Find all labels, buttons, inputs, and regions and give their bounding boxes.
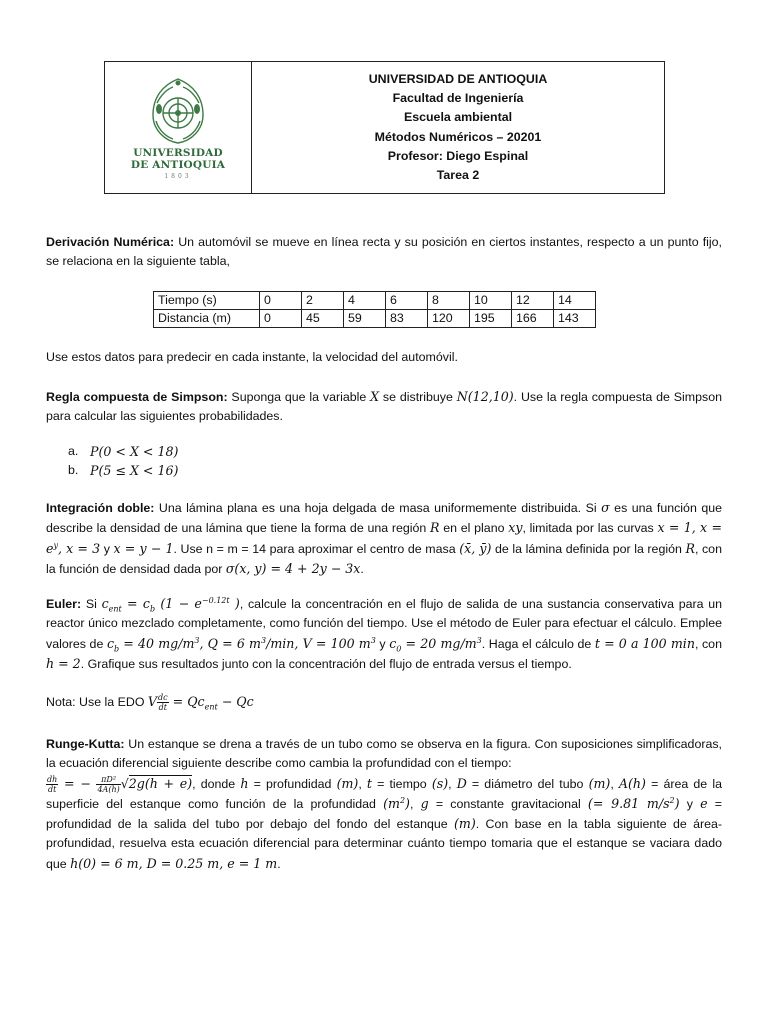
math-expression: t = 0 a 100 min [594, 635, 695, 651]
derivacion-instruction: Use estos datos para predecir en cada instante, la velocidad del automóvil. [46, 350, 458, 364]
logo-text-line1: UNIVERSIDAD [133, 147, 223, 159]
integracion-text: en el plano [439, 521, 509, 536]
math-unit: (m) [336, 775, 359, 791]
course-name: Métodos Numéricos – 20201 [374, 129, 542, 144]
math-part: = 40 mg/m [119, 635, 195, 651]
table-cell: 143 [554, 310, 596, 328]
time-distance-table [153, 291, 596, 328]
euler-paragraph [46, 594, 722, 674]
integracion-text: Una lámina plana es una hoja delgada de masa uniformemente distribuida. Si [154, 501, 602, 515]
math-part: ) [229, 596, 240, 611]
math-expression: σ(x, y) = 4 + 2y − 3x [225, 560, 361, 576]
math-variable: xy [508, 520, 523, 536]
math-exponent: 2 [399, 795, 406, 805]
runge-text: = constante gravitacional [428, 796, 588, 811]
simpson-paragraph [46, 387, 722, 427]
runge-text: , donde [192, 776, 241, 791]
math-subscript: b [114, 644, 120, 654]
runge-text: Un estanque se drena a través de un tubo como se observa en la figura. Con suposiciones simplificadoras, la ecuación diferencial siguiente describe como cambia la profundidad con el tiempo: [46, 737, 722, 771]
integracion-text: . Use n = m = 14 para aproximar el centro de masa [173, 541, 460, 556]
math-exponent: y [53, 540, 58, 550]
assignment-title: Tarea 2 [436, 167, 480, 182]
math-exponent: 3 [261, 635, 267, 645]
table-cell: 59 [344, 310, 386, 328]
fraction-numerator: dc [158, 693, 168, 702]
runge-text: , [448, 776, 457, 791]
math-subscript: ent [204, 702, 218, 712]
math-part: c [106, 635, 114, 651]
math-part: ) [405, 795, 410, 811]
table-row [154, 310, 596, 328]
table-cell: 2 [302, 292, 344, 310]
fraction-numerator: dh [47, 774, 58, 784]
math-unit: (m) [453, 816, 476, 832]
runge-text: = profundidad [248, 776, 337, 791]
math-variable: g [420, 795, 429, 811]
list-item [68, 461, 178, 480]
simpson-text: se distribuye [379, 390, 457, 404]
ode-fraction [46, 775, 58, 794]
table-cell: 166 [512, 310, 554, 328]
integracion-text: , limitada por las curvas [522, 521, 658, 536]
table-header-cell: Distancia (m) [154, 310, 260, 328]
runge-text: , [358, 776, 367, 791]
math-expression: h(0) = 6 m, D = 0.25 m, e = 1 m [70, 855, 278, 871]
sqrt-argument: 2g(h + e) [128, 775, 193, 791]
university-seal-icon [143, 75, 213, 147]
math-variable: σ [601, 500, 610, 515]
math-part: V [147, 694, 158, 709]
school-name: Escuela ambiental [403, 110, 513, 125]
math-variable: D [456, 775, 467, 791]
professor-name: Profesor: Diego Espinal [387, 148, 529, 163]
math-part: c [101, 596, 109, 611]
math-exponent: 3 [476, 635, 482, 645]
table-cell: 83 [386, 310, 428, 328]
runge-text: = diámetro del tubo [466, 776, 589, 791]
faculty-name: Facultad de Ingeniería [392, 91, 524, 106]
fraction-numerator: πD² [96, 775, 120, 785]
math-part: c [389, 635, 397, 651]
ode-fraction [96, 775, 120, 794]
table-cell: 12 [512, 292, 554, 310]
math-part: x = 1, x = e [46, 520, 723, 556]
table-cell: 195 [470, 310, 512, 328]
document-header [104, 61, 665, 194]
list-item-label: b. [68, 463, 79, 477]
math-part: , x = 3 [57, 540, 101, 556]
math-unit: (s) [431, 775, 449, 791]
ode-expression [46, 774, 193, 794]
math-part: = − [58, 775, 97, 791]
integracion-text: , con la función de densidad dada por [46, 541, 722, 576]
math-variable: h [240, 775, 249, 791]
math-variable: t [366, 775, 372, 791]
math-part: = c [121, 596, 150, 611]
header-titles [252, 62, 664, 193]
table-header-cell: Tiempo (s) [154, 292, 260, 310]
math-exponent: 3 [370, 635, 376, 645]
math-unit: (m) [588, 775, 611, 791]
table-cell: 6 [386, 292, 428, 310]
math-exponent: 3 [194, 635, 200, 645]
table-cell: 120 [428, 310, 470, 328]
math-subscript: 0 [396, 644, 402, 654]
math-part: /min, V = 100 m [266, 635, 371, 651]
university-name: UNIVERSIDAD DE ANTIOQUIA [368, 71, 548, 86]
math-exponent: −0.12t [201, 595, 230, 605]
euler-title: Euler: [46, 597, 82, 611]
table-cell: 10 [470, 292, 512, 310]
ode-fraction [157, 693, 169, 712]
math-variable: R [430, 520, 440, 536]
table-row [154, 292, 596, 310]
fraction-denominator: dt [47, 784, 57, 794]
math-expression [106, 635, 376, 654]
logo-year: 1803 [164, 173, 192, 180]
math-part: (1 − e [155, 596, 202, 611]
math-variable: A(h) [618, 775, 646, 791]
math-part: − Qc [217, 694, 254, 709]
runge-paragraph [46, 735, 722, 874]
integracion-text: es una función que describe la densidad de una lámina que tiene la forma de una región [46, 501, 722, 536]
runge-text: = tiempo [371, 776, 432, 791]
probability-list [68, 442, 178, 480]
runge-text: . Con base en la tabla siguiente de área-profundidad, resuelva esta ecuación diferencial para determinar cuánto tiempo tomaria que el estanque se vaciara dado que [46, 817, 723, 871]
math-expression: (x̄, ȳ) [459, 540, 492, 556]
university-logo [105, 62, 252, 193]
integracion-title: Integración doble: [46, 501, 155, 515]
runge-text: = profundidad de la salida del tubo por debajo del fondo del estanque [46, 796, 722, 832]
ode-expression [147, 693, 254, 712]
math-subscript: ent [108, 604, 122, 614]
table-cell: 0 [260, 310, 302, 328]
logo-text-line2: DE ANTIOQUIA [130, 159, 226, 171]
runge-title: Runge-Kutta: [46, 737, 125, 751]
table-cell: 8 [428, 292, 470, 310]
euler-note [46, 692, 722, 712]
math-unit [588, 796, 680, 811]
derivacion-paragraph [46, 233, 722, 272]
euler-text: , calcule la concentración en el flujo de salida de una sustancia conservativa para un reactor único mezclado completamente, como función del tiempo. Use el método de Euler para efectuar el cálculo. Emplee valores de [46, 597, 722, 651]
math-expression: x = y − 1 [113, 540, 174, 556]
math-expression: P(5 ≤ X < 16) [90, 463, 179, 478]
runge-text: , [409, 796, 421, 811]
table-cell: 14 [554, 292, 596, 310]
table-cell: 4 [344, 292, 386, 310]
integracion-text: y [100, 541, 114, 556]
math-variable: e [700, 795, 708, 811]
euler-text: . Haga el cálculo de [481, 636, 595, 651]
math-part: , Q = 6 m [199, 635, 261, 651]
table-cell: 0 [260, 292, 302, 310]
table-cell: 45 [302, 310, 344, 328]
math-part: (m [383, 795, 400, 811]
runge-text: , [610, 776, 619, 791]
runge-text: = área de la superficie del estanque como función de la profundidad [46, 776, 722, 811]
simpson-text: Suponga que la variable [227, 390, 371, 404]
derivacion-text: Un automóvil se mueve en línea recta y su posición en ciertos instantes, respecto a un punto fijo, se relaciona en la siguiente tabla, [46, 235, 722, 269]
math-variable: R [685, 540, 695, 556]
derivacion-title: Derivación Numérica: [46, 235, 175, 249]
math-part: = Qc [168, 694, 205, 709]
simpson-text: . Use la regla compuesta de Simpson para calcular las siguientes probabilidades. [46, 390, 722, 424]
integracion-text: . [360, 561, 364, 576]
math-expression: N(12,10) [456, 389, 514, 404]
euler-text: Si [81, 597, 102, 611]
math-expression [101, 595, 240, 614]
list-item-label: a. [68, 444, 79, 458]
math-expression: h = 2 [46, 655, 81, 671]
list-item [68, 442, 178, 461]
fraction-denominator: 4A(h) [97, 784, 120, 794]
math-variable: X [370, 389, 380, 404]
integracion-paragraph [46, 498, 722, 579]
simpson-title: Regla compuesta de Simpson: [46, 390, 228, 404]
note-label: Nota: Use la EDO [46, 695, 148, 709]
math-unit [383, 796, 410, 811]
math-subscript: b [149, 604, 156, 614]
euler-text: . Grafique sus resultados junto con la concentración del flujo de entrada versus el tiempo. [80, 656, 572, 671]
math-part: (= 9.81 m/s [587, 795, 670, 811]
runge-text: . [277, 856, 281, 871]
math-part: = 20 mg/m [401, 635, 477, 651]
math-expression [389, 635, 482, 654]
sqrt-symbol: √ [120, 775, 129, 791]
euler-text: y [375, 636, 390, 651]
fraction-denominator: dt [158, 703, 167, 712]
euler-text: , con [694, 636, 722, 651]
math-part: ) [674, 795, 680, 811]
math-exponent: 2 [669, 795, 675, 805]
integracion-text: de la lámina definida por la región [491, 541, 686, 556]
math-expression: P(0 < X < 18) [90, 444, 179, 459]
runge-text: y [679, 796, 701, 811]
